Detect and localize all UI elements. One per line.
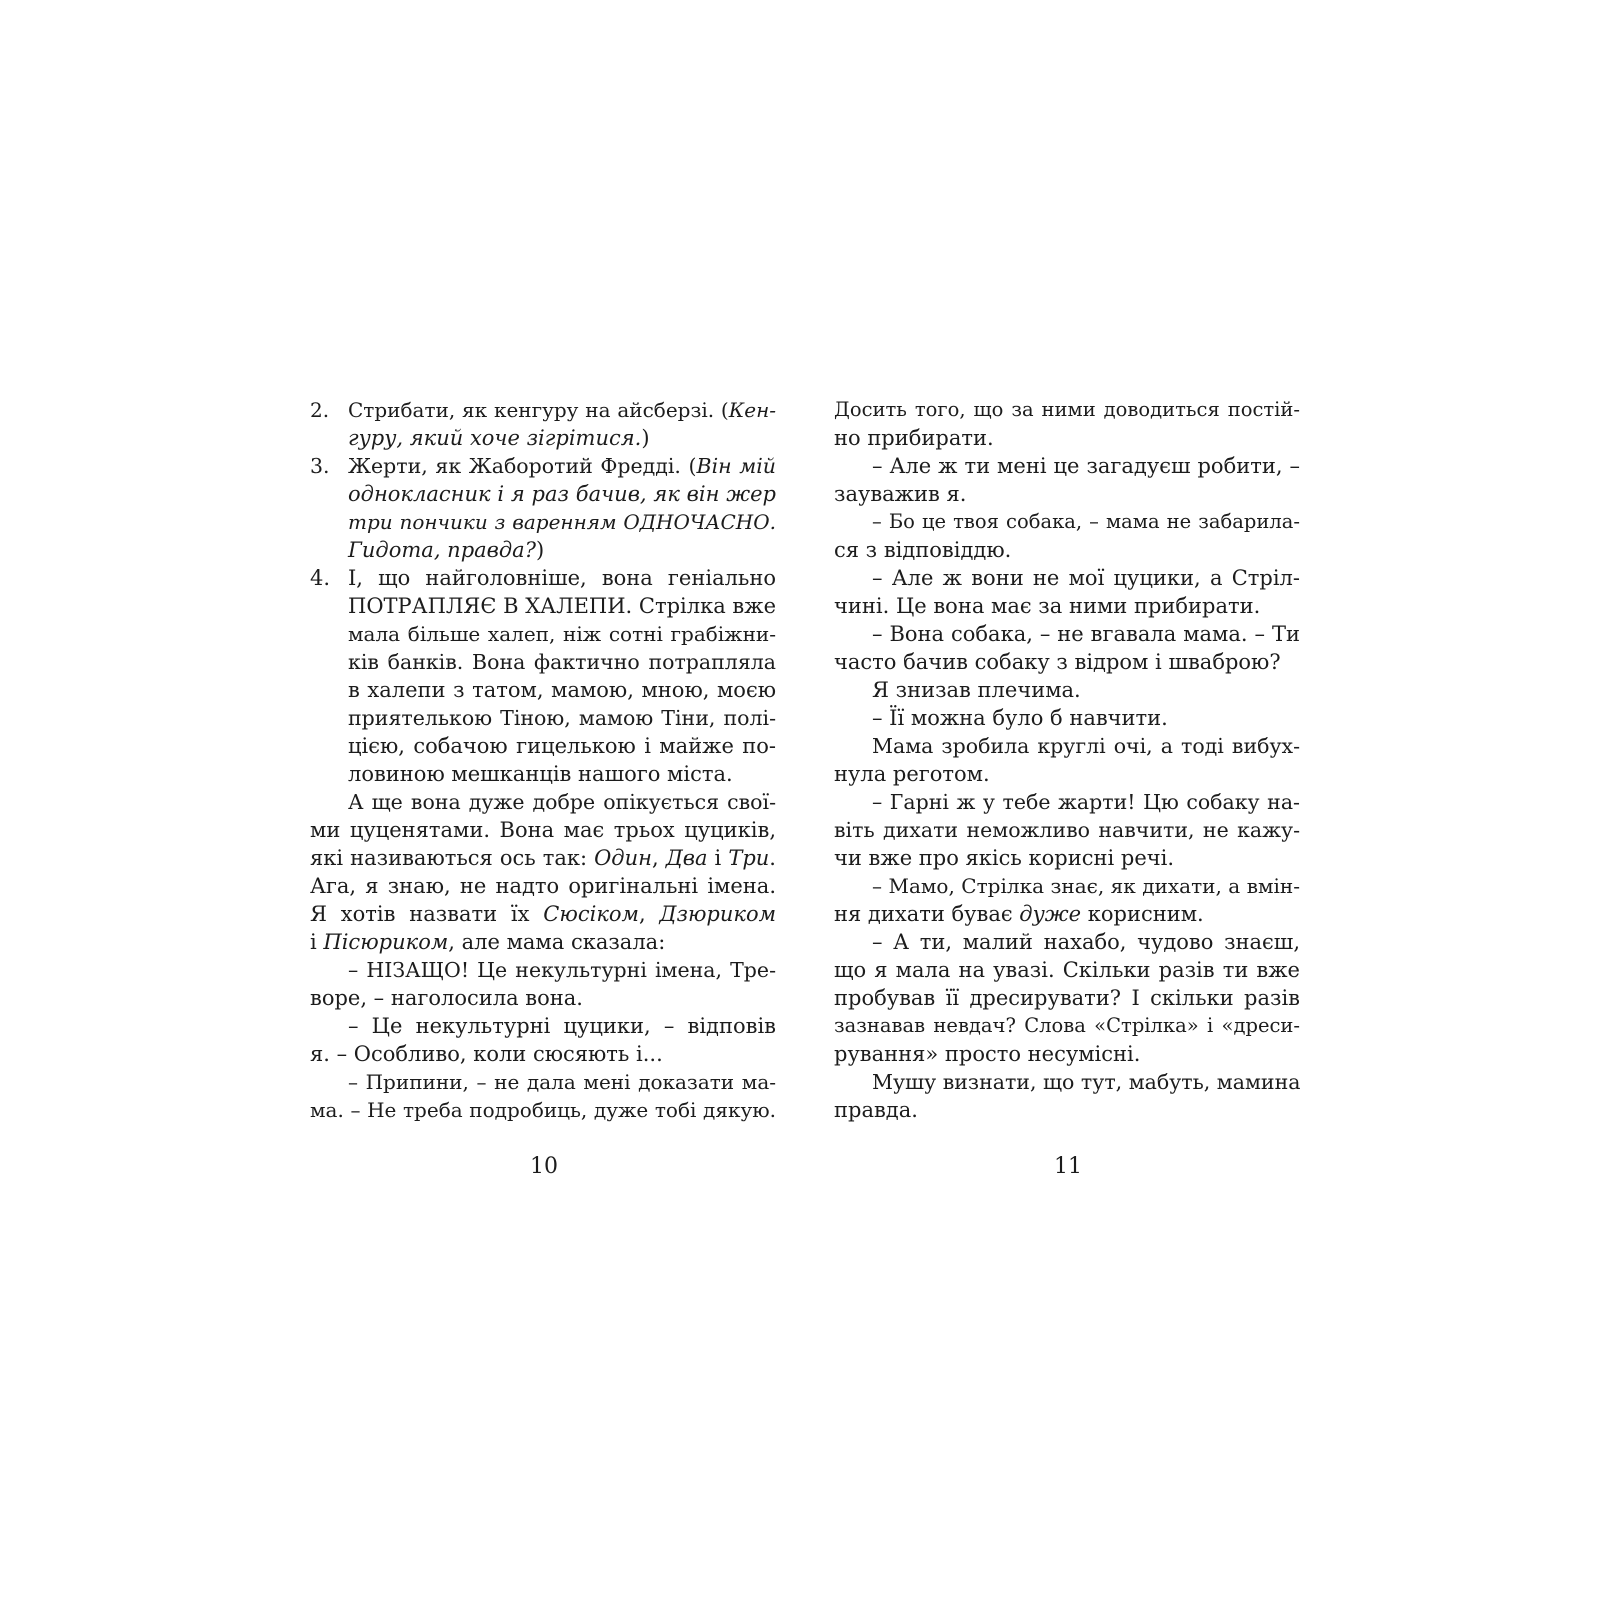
text-fragment: які називаються ось так: — [310, 846, 595, 870]
text-fragment: Стрибати, як кенгуру на айсберзі. ( — [348, 398, 729, 422]
text-line — [310, 732, 776, 760]
italic-text: Кен- — [728, 398, 776, 422]
text-fragment: , але мама сказала: — [448, 930, 666, 954]
text-fragment: А ще вона дуже добре опікується свої- — [348, 790, 776, 814]
text-line — [834, 928, 1300, 956]
text-line — [834, 984, 1300, 1012]
text-fragment: – НІЗАЩО! Це некультурні імена, Тре- — [348, 958, 776, 982]
text-fragment: приятелькою Тіною, мамою Тіни, полі- — [348, 706, 776, 730]
text-fragment: нула реготом. — [834, 762, 990, 786]
text-line — [310, 844, 776, 872]
text-line — [834, 536, 1300, 564]
text-fragment: Мушу визнати, що тут, мабуть, мамина — [872, 1070, 1301, 1094]
text-fragment: Ага, я знаю, не надто оригінальні імена. — [310, 874, 776, 898]
text-line — [310, 1012, 776, 1040]
text-fragment: ПОТРАПЛЯЄ В ХАЛЕПИ. Стрілка вже — [348, 594, 776, 618]
text-fragment: ) — [535, 538, 545, 562]
text-line — [834, 900, 1300, 928]
text-fragment: – Це некультурні цуцики, – відповів — [348, 1014, 776, 1038]
list-number: 2. — [310, 398, 330, 422]
text-line — [310, 480, 776, 508]
text-line — [310, 508, 776, 536]
italic-text: Два — [665, 846, 708, 870]
text-fragment: , — [638, 902, 660, 926]
text-line — [834, 676, 1300, 704]
text-line — [834, 704, 1300, 732]
text-fragment: і — [707, 846, 729, 870]
text-fragment: – Мамо, Стрілка знає, як дихати, а вмін- — [872, 874, 1300, 898]
text-fragment: зауважив я. — [834, 482, 967, 506]
italic-text: Один — [594, 846, 652, 870]
italic-text: Три — [728, 846, 770, 870]
text-fragment: ся з відповіддю. — [834, 538, 1012, 562]
text-fragment: ) — [641, 426, 650, 450]
text-fragment: Досить того, що за ними доводиться постій- — [834, 398, 1300, 421]
text-fragment: чині. Це вона має за ними прибирати. — [834, 594, 1261, 618]
text-line — [310, 396, 776, 424]
text-line — [310, 536, 776, 564]
text-line — [834, 424, 1300, 452]
text-fragment: корисним. — [1081, 902, 1204, 926]
page-number-left: 10 — [530, 1154, 558, 1179]
text-line — [310, 928, 776, 956]
text-fragment: – А ти, малий нахабо, чудово знаєш, — [872, 930, 1300, 954]
text-line — [310, 760, 776, 788]
text-fragment: – Але ж вони не мої цуцики, а Стріл- — [872, 566, 1300, 590]
italic-text: три пончики з варенням ОДНОЧАСНО. — [348, 510, 776, 534]
text-fragment: зазнавав невдач? Слова «Стрілка» і «дреси- — [834, 1014, 1300, 1037]
text-line — [834, 816, 1300, 844]
text-fragment: но прибирати. — [834, 426, 994, 450]
text-line — [834, 1040, 1300, 1068]
text-fragment: ня дихати буває — [834, 902, 1020, 926]
list-number: 3. — [310, 454, 330, 478]
text-line — [834, 396, 1300, 424]
text-fragment: цією, собачою гицелькою і майже по- — [348, 734, 776, 758]
text-fragment: в халепи з татом, мамою, мною, моєю — [348, 678, 776, 702]
text-line — [834, 844, 1300, 872]
text-line — [310, 900, 776, 928]
left-page-text — [310, 396, 776, 1124]
text-fragment: рування» просто несумісні. — [834, 1042, 1141, 1066]
text-fragment: ків банків. Вона фактично потрапляла — [348, 650, 776, 674]
text-fragment: чи вже про якісь корисні речі. — [834, 846, 1175, 870]
text-line — [310, 1040, 776, 1068]
text-line — [310, 872, 776, 900]
text-fragment: віть дихати неможливо навчити, не кажу- — [834, 818, 1300, 842]
italic-text: однокласник і я раз бачив, як він жер — [348, 482, 776, 506]
text-line — [834, 956, 1300, 984]
text-line — [834, 480, 1300, 508]
text-line — [310, 592, 776, 620]
text-fragment: воре, – наголосила вона. — [310, 986, 583, 1010]
text-line — [310, 620, 776, 648]
italic-text: Дзюриком — [659, 902, 776, 926]
text-fragment: ми цуценятами. Вона має трьох цуциків, — [310, 818, 776, 842]
text-line — [834, 872, 1300, 900]
text-fragment: І, що найголовніше, вона геніально — [348, 566, 776, 590]
text-line — [834, 564, 1300, 592]
text-fragment: я. – Особливо, коли сюсяють і... — [310, 1042, 663, 1066]
text-fragment: – Вона собака, – не вгавала мама. – Ти — [872, 622, 1300, 646]
text-line — [310, 816, 776, 844]
text-fragment: – Але ж ти мені це загадуєш робити, – — [872, 454, 1300, 478]
text-line — [310, 452, 776, 480]
text-fragment: правда. — [834, 1098, 918, 1122]
text-line — [310, 648, 776, 676]
text-line — [310, 424, 776, 452]
text-line — [310, 1096, 776, 1124]
italic-text: Гидота, правда? — [348, 538, 536, 562]
text-line — [834, 1012, 1300, 1040]
text-fragment: Жерти, як Жаборотий Фредді. ( — [348, 454, 697, 478]
text-line — [310, 676, 776, 704]
text-line — [834, 620, 1300, 648]
text-fragment: Я хотів назвати їх — [310, 902, 544, 926]
text-fragment: – Припини, – не дала мені доказати ма- — [348, 1070, 776, 1094]
italic-text: Пісюриком — [323, 930, 449, 954]
text-line — [834, 508, 1300, 536]
italic-text: Він мій — [696, 454, 776, 478]
text-line — [310, 984, 776, 1012]
text-fragment: Мама зробила круглі очі, а тоді вибух- — [872, 734, 1300, 758]
italic-text: дуже — [1019, 902, 1082, 926]
text-line — [834, 788, 1300, 816]
text-fragment: – Бо це твоя собака, – мама не забарила- — [872, 510, 1300, 533]
text-line — [310, 1068, 776, 1096]
text-line — [834, 760, 1300, 788]
text-fragment: . — [769, 846, 776, 870]
text-fragment: мала більше халеп, ніж сотні грабіжни- — [348, 622, 776, 646]
text-line — [834, 452, 1300, 480]
text-fragment: ма. – Не треба подробиць, дуже тобі дякую. — [310, 1098, 776, 1122]
text-fragment: , — [651, 846, 666, 870]
right-page-text — [834, 396, 1300, 1124]
italic-text: Сюсіком — [543, 902, 639, 926]
text-fragment: Я знизав плечима. — [872, 678, 1081, 702]
text-line — [834, 1068, 1300, 1096]
text-fragment: ловиною мешканців нашого міста. — [348, 762, 733, 786]
text-line — [834, 648, 1300, 676]
page-number-right: 11 — [1054, 1154, 1082, 1179]
text-fragment: – Гарні ж у тебе жарти! Цю собаку на- — [872, 790, 1300, 814]
text-fragment: пробував її дресирувати? І скільки разів — [834, 986, 1300, 1010]
text-line — [310, 704, 776, 732]
text-line — [310, 788, 776, 816]
text-fragment: часто бачив собаку з відром і шваброю? — [834, 650, 1281, 674]
text-line — [834, 732, 1300, 760]
list-number: 4. — [310, 566, 331, 590]
text-line — [310, 564, 776, 592]
text-line — [834, 1096, 1300, 1124]
text-fragment: що я мала на увазі. Скільки разів ти вже — [834, 958, 1300, 982]
text-line — [310, 956, 776, 984]
text-fragment: і — [310, 930, 324, 954]
italic-text: гуру, який хоче зігрітися. — [348, 426, 642, 450]
text-fragment: – Її можна було б навчити. — [872, 706, 1168, 730]
text-line — [834, 592, 1300, 620]
